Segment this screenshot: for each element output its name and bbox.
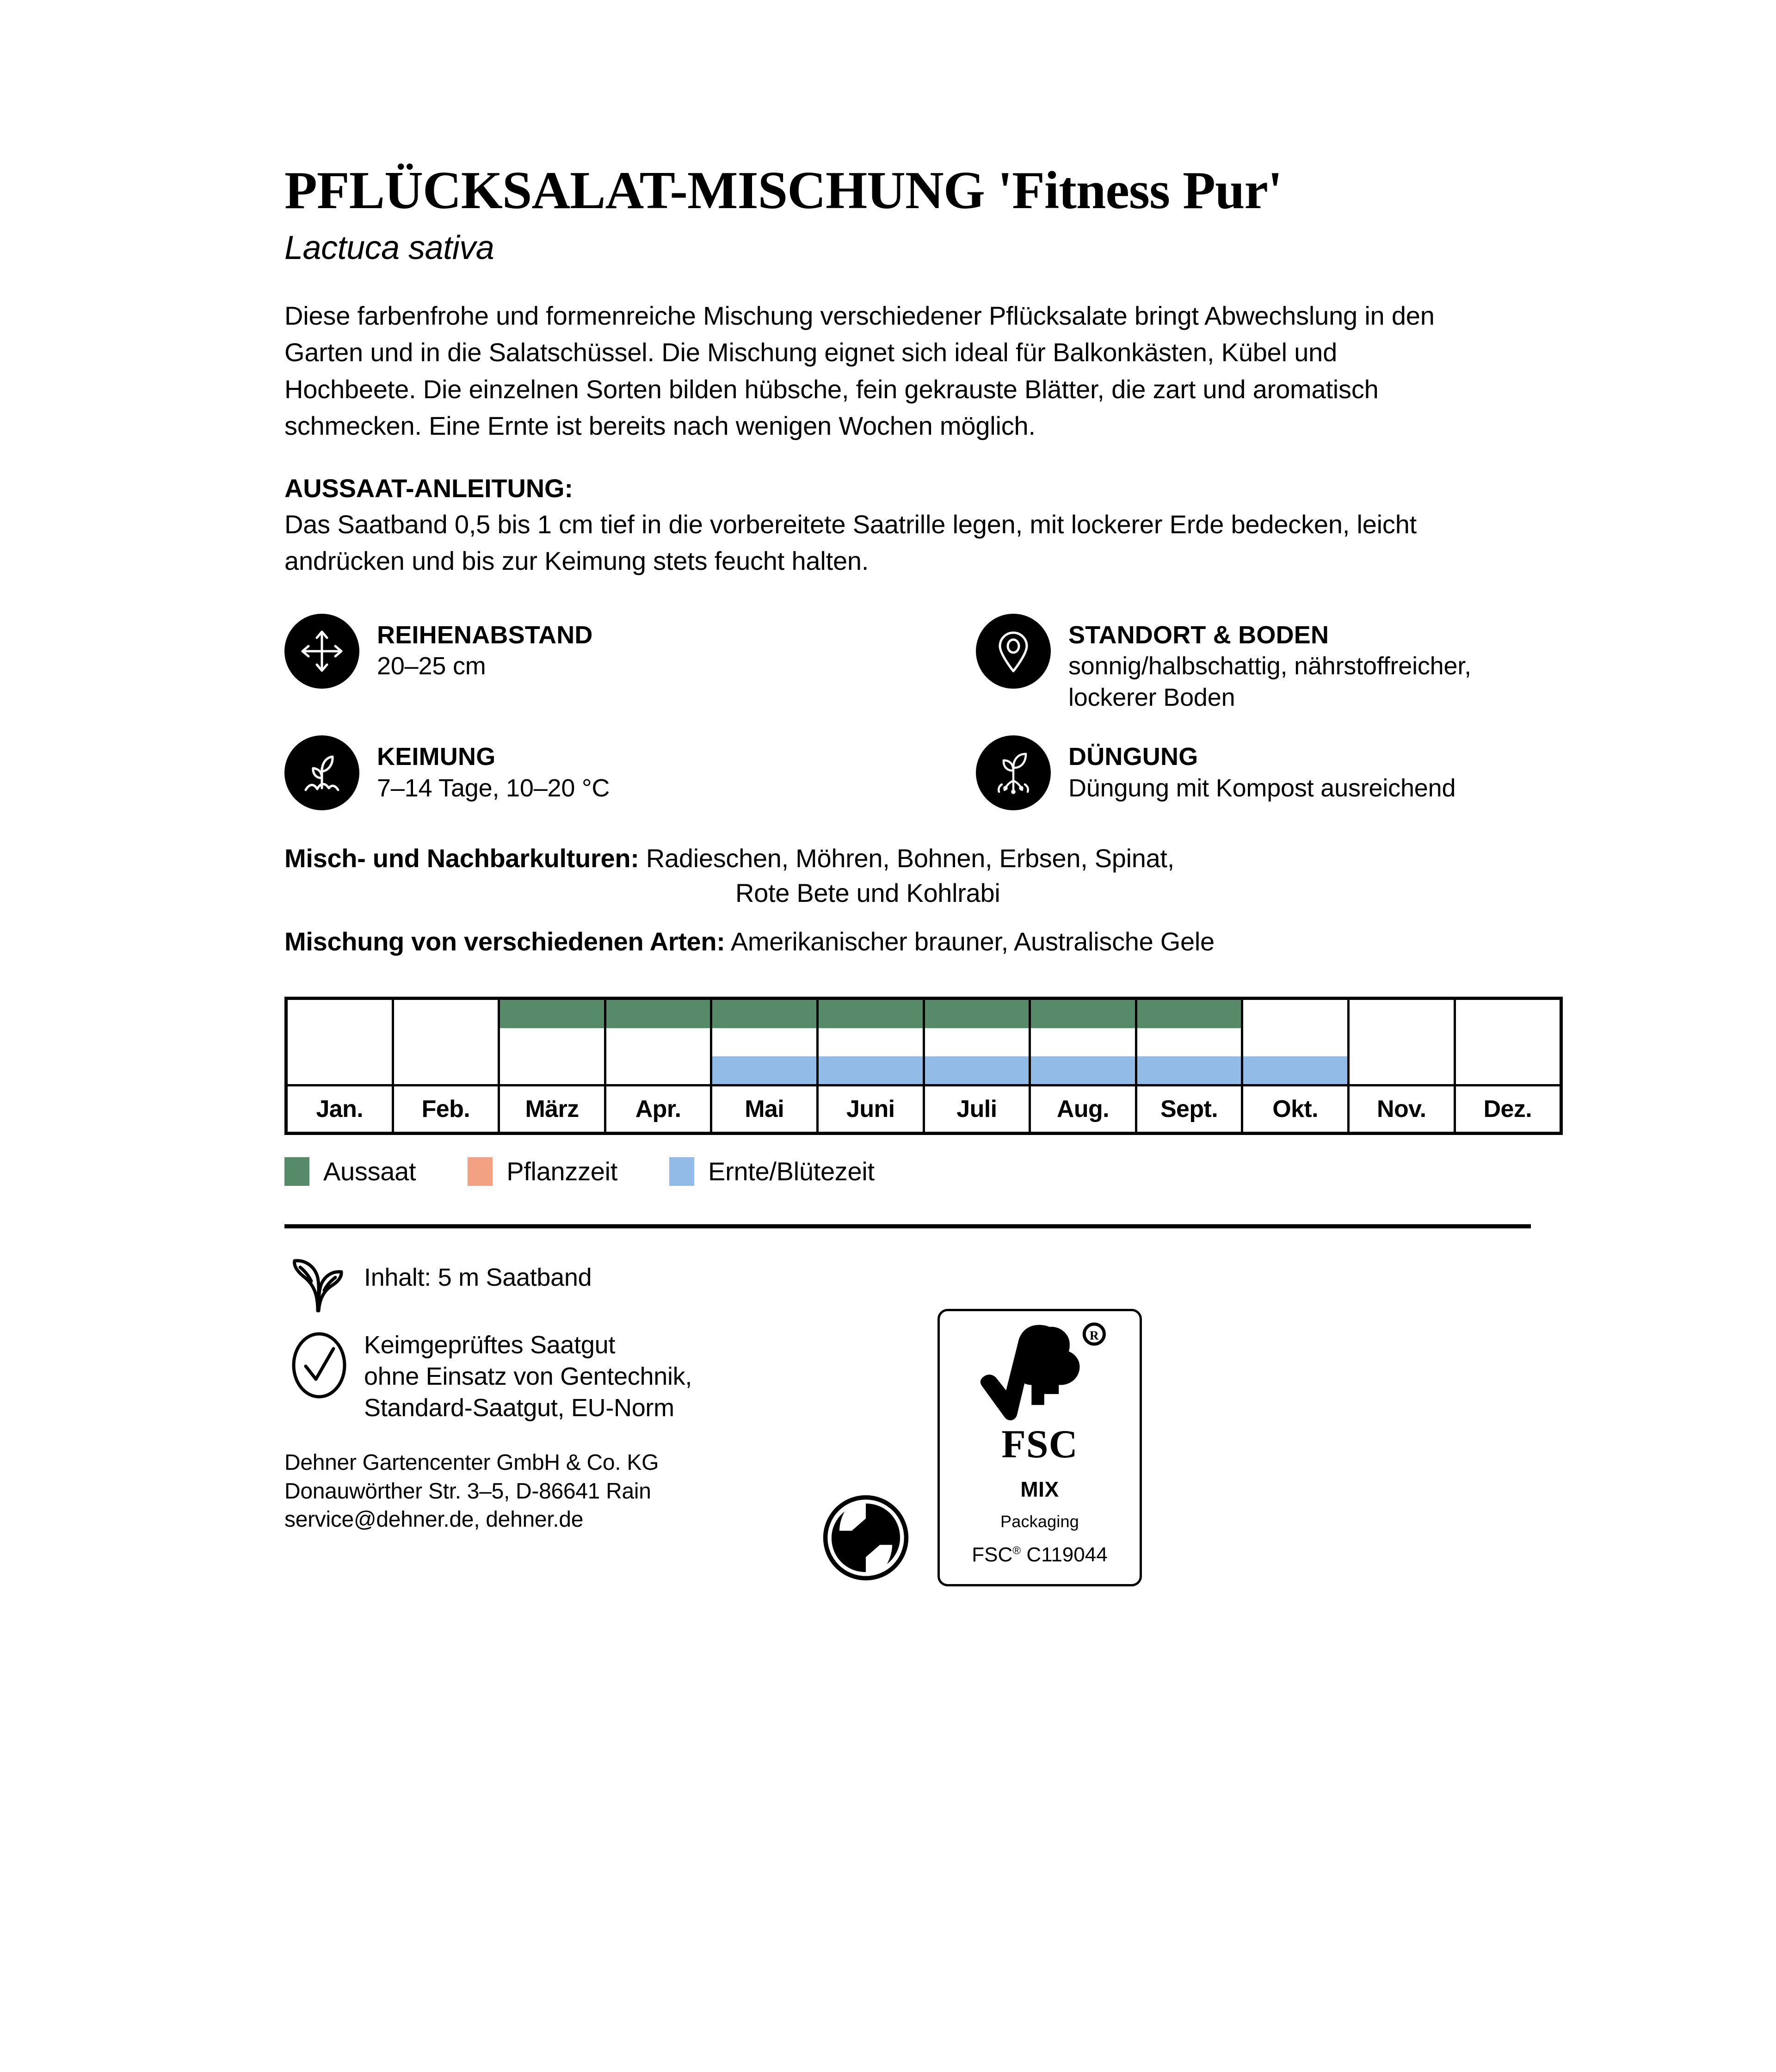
fsc-packaging-label: Packaging [1000,1512,1079,1531]
band-pflanzzeit [1350,1028,1454,1056]
band-stack [1243,1000,1347,1084]
info-title: STANDORT & BODEN [1068,621,1329,649]
certification-line-3: Standard-Saatgut, EU-Norm [364,1394,674,1422]
companion-value-1: Radieschen, Möhren, Bohnen, Erbsen, Spinat, [646,844,1174,873]
band-pflanzzeit [819,1028,923,1056]
fsc-mix-label: MIX [1020,1477,1059,1502]
info-value: Düngung mit Kompost ausreichend [1068,774,1456,802]
sowing-text: Das Saatband 0,5 bis 1 cm tief in die vorbereitete Saatrille legen, mit lockerer Erde bedecken, leicht andrücken und bis zur Keimung stets feucht halten. [284,509,1417,576]
info-item-text [377,735,610,804]
calendar-band-cell [499,999,605,1085]
band-aussaat [1137,1000,1241,1028]
band-pflanzzeit [1137,1028,1241,1056]
info-item-location-soil [976,614,1531,713]
info-item-text [1068,614,1531,713]
sowing-instructions-block [284,473,1531,580]
legend-item-aussaat [284,1156,416,1186]
band-ernte [606,1056,710,1085]
calendar-month-label: Apr. [605,1085,711,1134]
fsc-license-code [972,1543,1107,1566]
svg-text:R: R [1089,1328,1099,1343]
band-pflanzzeit [1031,1028,1135,1056]
section-divider [284,1224,1531,1228]
band-pflanzzeit [394,1028,498,1056]
band-ernte [1031,1056,1135,1085]
four-way-arrow-icon [284,614,359,689]
calendar-month-label: Juli [924,1085,1030,1134]
registered-mark-icon: ® [1012,1544,1021,1557]
band-ernte [925,1056,1029,1085]
band-pflanzzeit [1243,1028,1347,1056]
band-stack [500,1000,604,1084]
band-aussaat [819,1000,923,1028]
info-title: KEIMUNG [377,743,496,771]
title-cultivar-text: 'Fitness Pur' [997,161,1283,220]
band-aussaat [500,1000,604,1028]
calendar-month-label: Feb. [393,1085,499,1134]
info-value: 7–14 Tage, 10–20 °C [377,774,610,802]
band-stack [606,1000,710,1084]
seedling-icon [284,735,359,810]
legend-label: Aussaat [323,1157,416,1186]
calendar-month-label: Mai [711,1085,818,1134]
title-main-text: PFLÜCKSALAT-MISCHUNG [284,161,985,220]
calendar-band-cell [286,999,393,1085]
two-leaves-icon [284,1257,354,1313]
band-aussaat [1031,1000,1135,1028]
latin-name: Lactuca sativa [284,229,494,266]
band-pflanzzeit [288,1028,392,1056]
info-item-fertilization [976,735,1531,810]
legend-item-ernte [669,1156,875,1186]
calendar-band-cell [1455,999,1561,1085]
calendar-month-label: Sept. [1136,1085,1242,1134]
band-aussaat [288,1000,392,1028]
legend-label: Ernte/Blütezeit [708,1157,875,1186]
band-stack [1350,1000,1454,1084]
band-aussaat [1456,1000,1560,1028]
companion-value-1-cont: Rote Bete und Kohlrabi [735,878,1000,908]
calendar-month-row [286,1085,1561,1134]
band-ernte [1456,1056,1560,1085]
certification-text [364,1329,692,1424]
band-ernte [1350,1056,1454,1085]
calendar-band-cell [924,999,1030,1085]
legend-item-pflanzzeit [468,1156,617,1186]
band-pflanzzeit [925,1028,1029,1056]
band-aussaat [1243,1000,1347,1028]
calendar-band-row [286,999,1561,1085]
band-aussaat [1350,1000,1454,1028]
sowing-heading: AUSSAAT-ANLEITUNG: [284,473,573,503]
band-pflanzzeit [500,1028,604,1056]
calendar-legend [284,1156,1531,1186]
companion-line-2 [284,924,1531,959]
companion-label-1: Misch- und Nachbarkulturen: [284,844,639,873]
fsc-code-prefix: FSC [972,1543,1013,1566]
calendar-table [284,997,1563,1135]
info-value: 20–25 cm [377,652,486,680]
info-title: DÜNGUNG [1068,743,1198,771]
band-aussaat [394,1000,498,1028]
company-name: Dehner Gartencenter GmbH & Co. KG [284,1450,659,1475]
band-ernte [1137,1056,1241,1085]
footer-block [284,1257,1531,1566]
footer-left-column [284,1257,932,1534]
certification-line-2: ohne Einsatz von Gentechnik, [364,1363,692,1391]
fsc-wordmark: FSC [1001,1422,1078,1467]
calendar-band-cell [1030,999,1136,1085]
fsc-tree-checkmark-icon [970,1321,1109,1423]
calendar-month-label: Juni [817,1085,924,1134]
band-ernte [1243,1056,1347,1085]
info-value: sonnig/halbschattig, nährstoffreicher, lockerer Boden [1068,652,1471,711]
checkmark-circle-icon [284,1329,354,1401]
calendar-band-cell [1242,999,1349,1085]
info-item-germination [284,735,976,810]
band-stack [1456,1000,1560,1084]
calendar-month-label: Aug. [1030,1085,1136,1134]
calendar-month-label: Okt. [1242,1085,1349,1134]
band-ernte [288,1056,392,1085]
band-ernte [394,1056,498,1085]
info-item-row-spacing [284,614,976,713]
street-address: Donauwörther Str. 3–5, D-86641 Rain [284,1479,651,1504]
growing-info-grid [284,614,1531,810]
footer-content-row [284,1257,932,1313]
info-title: REIHENABSTAND [377,621,593,649]
calendar-band-cell [817,999,924,1085]
product-description: Diese farbenfrohe und formenreiche Mischung verschiedener Pflücksalate bringt Abwechslung in den Garten und in die Salatschüssel. Die Mischung eignet sich ideal für Balkonkästen, Kübel und Hochbeete. Die einzelnen Sorten bilden hübsche, fein gekrauste Blätter, die zart und aromatisch schmecken. Eine Ernte ist bereits nach wenigen Wochen möglich. [284,301,1435,441]
companion-plants-block [284,841,1531,959]
calendar-month-label: März [499,1085,605,1134]
certification-line-1: Keimgeprüftes Saatgut [364,1331,616,1359]
fsc-code-number: C119044 [1026,1543,1108,1566]
band-aussaat [925,1000,1029,1028]
companion-label-2: Mischung von verschiedenen Arten: [284,927,725,956]
page-title [284,163,1531,219]
footer-certification-row [284,1329,932,1424]
band-stack [394,1000,498,1084]
content-text: Inhalt: 5 m Saatband [364,1264,592,1292]
fsc-certification-label [937,1309,1142,1586]
info-item-text [377,614,593,682]
band-stack [925,1000,1029,1084]
sowing-harvest-calendar [284,997,1531,1135]
band-ernte [712,1056,816,1085]
band-pflanzzeit [1456,1028,1560,1056]
companion-line-1 [284,841,1531,876]
band-stack [1137,1000,1241,1084]
band-pflanzzeit [712,1028,816,1056]
band-stack [288,1000,392,1084]
legend-swatch-aussaat [284,1157,309,1186]
band-aussaat [712,1000,816,1028]
legend-swatch-ernte [669,1157,694,1186]
calendar-band-cell [393,999,499,1085]
legend-swatch-pflanzzeit [468,1157,493,1186]
calendar-band-cell [1136,999,1242,1085]
contact-info: service@dehner.de, dehner.de [284,1507,584,1532]
band-ernte [819,1056,923,1085]
calendar-band-cell [711,999,818,1085]
seed-packet-label [284,0,1531,2072]
title-block [284,0,1531,267]
band-stack [712,1000,816,1084]
band-ernte [500,1056,604,1085]
band-stack [819,1000,923,1084]
band-aussaat [606,1000,710,1028]
calendar-month-label: Dez. [1455,1085,1561,1134]
calendar-band-cell [605,999,711,1085]
location-pin-icon [976,614,1051,689]
band-stack [1031,1000,1135,1084]
green-dot-recycling-icon [822,1494,910,1584]
calendar-month-label: Jan. [286,1085,393,1134]
calendar-band-cell [1348,999,1455,1085]
companion-value-2: Amerikanischer brauner, Australische Gele [730,927,1215,956]
band-pflanzzeit [606,1028,710,1056]
plant-roots-icon [976,735,1051,810]
info-item-text [1068,735,1455,804]
calendar-month-label: Nov. [1348,1085,1455,1134]
legend-label: Pflanzzeit [506,1157,618,1186]
